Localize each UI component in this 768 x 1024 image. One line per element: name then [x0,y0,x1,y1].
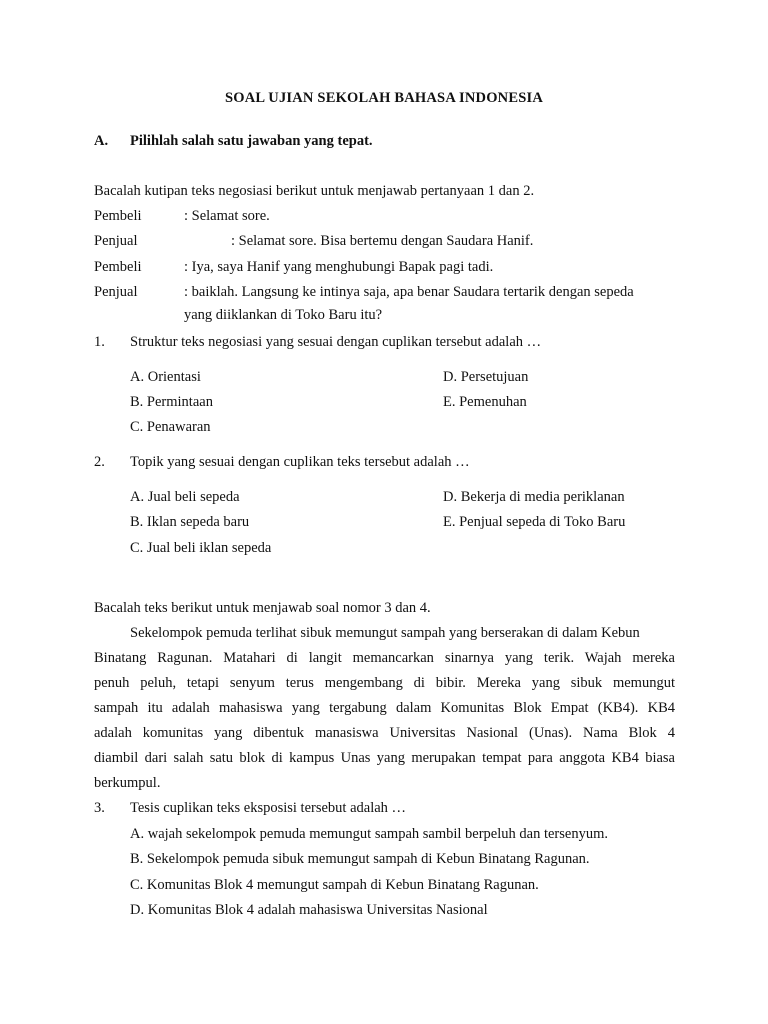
dialog-text: : Selamat sore. Bisa bertemu dengan Saudara Hanif. [231,233,534,249]
dialog-speaker: Penjual [94,233,138,249]
answer-option: A. Jual beli sepeda [130,489,240,505]
answer-option: D. Komunitas Blok 4 adalah mahasiswa Universitas Nasional [130,902,488,918]
answer-option: C. Komunitas Blok 4 memungut sampah di Kebun Binatang Ragunan. [130,877,539,893]
answer-option: A. Orientasi [130,369,201,385]
dialog-intro: Bacalah kutipan teks negosiasi berikut untuk menjawab pertanyaan 1 dan 2. [94,183,535,199]
passage-line: adalah komunitas yang dibentuk manasiswa Universitas Nasional (Unas). Nama Blok 4 [94,725,675,741]
answer-option: A. wajah sekelompok pemuda memungut sampah sambil berpeluh dan tersenyum. [130,826,608,842]
question-number: 2. [94,454,105,470]
page-title: SOAL UJIAN SEKOLAH BAHASA INDONESIA [224,90,544,106]
answer-option: D. Bekerja di media periklanan [443,489,625,505]
question-text: Topik yang sesuai dengan cuplikan teks tersebut adalah … [130,454,470,470]
question-number: 1. [94,334,105,350]
answer-option: C. Penawaran [130,419,211,435]
answer-option: E. Pemenuhan [443,394,527,410]
passage-line: diambil dari salah satu blok di kampus Unas yang merupakan tempat para anggota KB4 biasa [94,750,675,766]
passage-intro: Bacalah teks berikut untuk menjawab soal nomor 3 dan 4. [94,600,431,616]
section-a-label: A. [94,133,109,149]
passage-line: Sekelompok pemuda terlihat sibuk memungut sampah yang berserakan di dalam Kebun [130,625,640,641]
dialog-speaker: Pembeli [94,208,142,224]
answer-option: D. Persetujuan [443,369,529,385]
answer-option: E. Penjual sepeda di Toko Baru [443,514,626,530]
section-a-instruction: Pilihlah salah satu jawaban yang tepat. [130,133,373,149]
question-text: Tesis cuplikan teks eksposisi tersebut adalah … [130,800,407,816]
passage-line: berkumpul. [94,775,161,791]
passage-line: Binatang Ragunan. Matahari di langit memancarkan sinarnya yang terik. Wajah mereka [94,650,675,666]
dialog-text: : baiklah. Langsung ke intinya saja, apa benar Saudara tertarik dengan sepeda [184,284,634,300]
answer-option: B. Permintaan [130,394,213,410]
dialog-text-continued: yang diiklankan di Toko Baru itu? [184,307,383,323]
answer-option: B. Sekelompok pemuda sibuk memungut sampah di Kebun Binatang Ragunan. [130,851,590,867]
passage-line: sampah itu adalah mahasiswa yang tergabung dalam Komunitas Blok Empat (KB4). KB4 [94,700,675,716]
question-number: 3. [94,800,105,816]
answer-option: C. Jual beli iklan sepeda [130,540,272,556]
dialog-speaker: Penjual [94,284,138,300]
dialog-speaker: Pembeli [94,259,142,275]
question-text: Struktur teks negosiasi yang sesuai dengan cuplikan tersebut adalah … [130,334,542,350]
dialog-text: : Iya, saya Hanif yang menghubungi Bapak pagi tadi. [184,259,494,275]
passage-line: penuh peluh, tetapi senyum terus mengembang di bibir. Mereka yang sibuk memungut [94,675,675,691]
answer-option: B. Iklan sepeda baru [130,514,250,530]
dialog-text: : Selamat sore. [184,208,270,224]
